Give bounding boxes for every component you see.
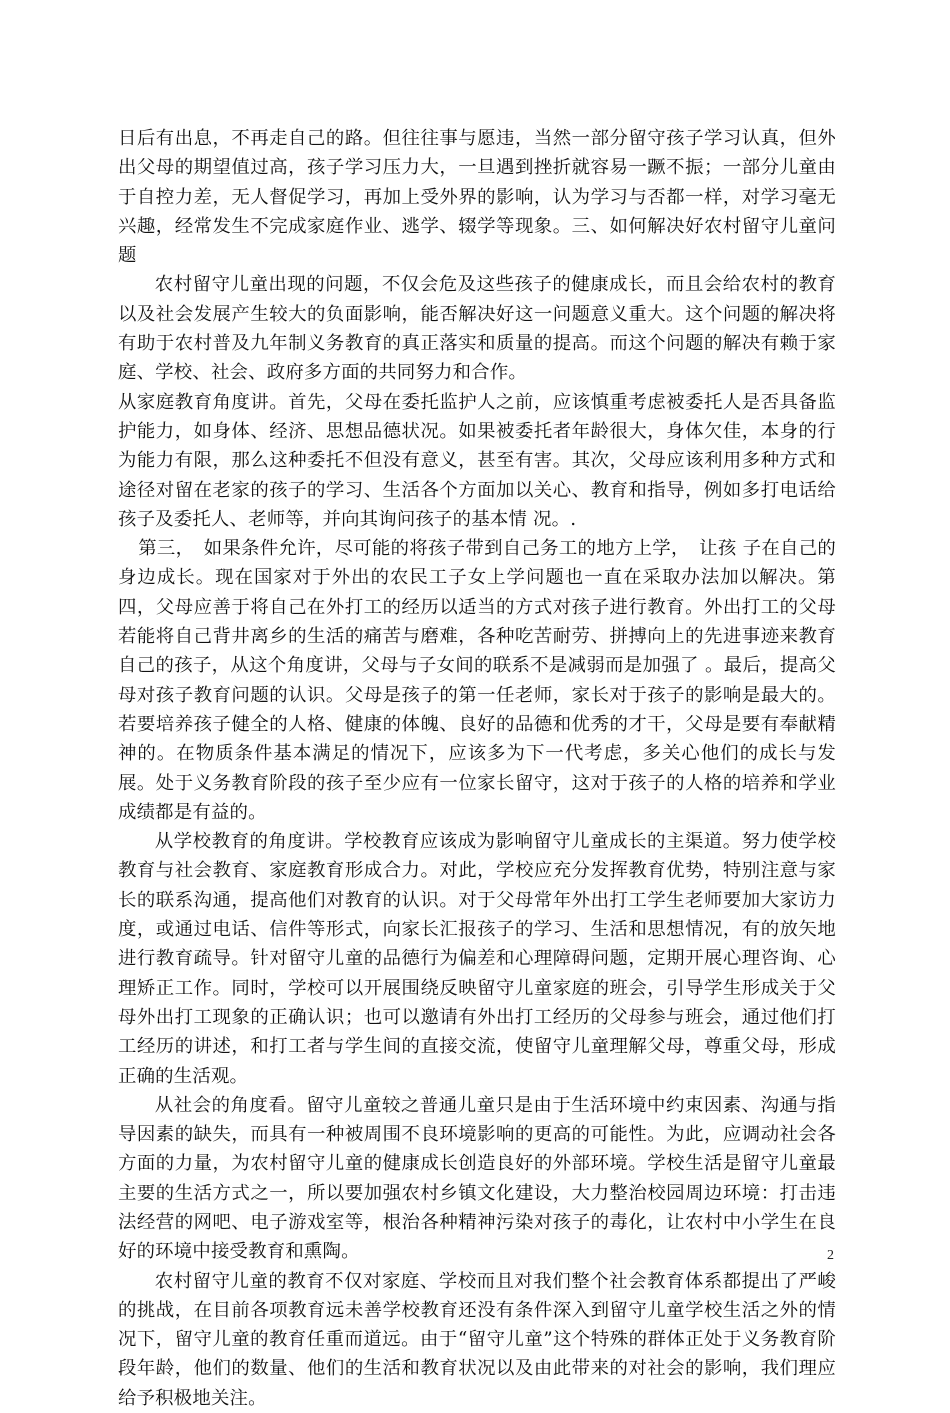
- paragraph-5: 从学校教育的角度讲。学校教育应该成为影响留守儿童成长的主渠道。努力使学校教育与社会教育、家庭教育形成合力。对此，学校应充分发挥教育优势，特别注意与家长的联系沟通，提高他们对教育的认识。对于父母常年外出打工学生老师要加大家访力度，或通过电话、信件等形式，向家长汇报孩子的学习、生活和思想情况，有的放矢地进行教育疏导。针对留守儿童的品德行为偏差和心理障碍问题，定期开展心理咨询、心理矫正工作。同时，学校可以开展围绕反映留守儿童家庭的班会，引导学生形成关于父母外出打工现象的正确认识；也可以邀请有外出打工经历的父母参与班会，通过他们打工经历的讲述，和打工者与学生间的直接交流，使留守儿童理解父母，尊重父母，形成正确的生活观。: [118, 831, 836, 1087]
- page-number: 2: [827, 1248, 834, 1263]
- paragraph-3: 从家庭教育角度讲。首先，父母在委托监护人之前，应该慎重考虑被委托人是否具备监护能力，如身体、经济、思想品德状况。如果被委托者年龄很大，身体欠佳，本身的行为能力有限，那么这种委托不但没有意义，甚至有害。其次，父母应该利用多种方式和途径对留在老家的孩子的学习、生活各个方面加以关心、教育和指导，例如多打电话给孩子及委托人、老师等，并向其询问孩子的基本情 况。.: [118, 391, 836, 530]
- document-page: [118, 124, 836, 1413]
- paragraph-4: 第三， 如果条件允许，尽可能的将孩子带到自己务工的地方上学， 让孩 子在自己的身边成长。现在国家对于外出的农民工子女上学问题也一直在采取办法加以解决。第四，父母应善于将自己在外打工的经历以适当的方式对孩子进行教育。外出打工的父母若能将自己背井离乡的生活的痛苦与磨难，各种吃苦耐劳、拼搏向上的先进事迹来教育自己的孩子，从这个角度讲，父母与子女间的联系不是减弱而是加强了 。最后，提高父母对孩子教育问题的认识。父母是孩子的第一任老师，家长对于孩子的影响是最大的。若要培养孩子健全的人格、健康的体魄、良好的品德和优秀的才干，父母是要有奉献精神的。在物质条件基本满足的情况下，应该多为下一代考虑，多关心他们的成长与发展。处于义务教育阶段的孩子至少应有一位家长留守，这对于孩子的人格的培养和学业成绩都是有益的。: [118, 538, 836, 823]
- paragraph-6: 从社会的角度看。留守儿童较之普通儿童只是由于生活环境中约束因素、沟通与指导因素的缺失，而具有一种被周围不良环境影响的更高的可能性。为此，应调动社会各方面的力量，为农村留守儿童的健康成长创造良好的外部环境。学校生活是留守儿童最主要的生活方式之一，所以要加强农村乡镇文化建设，大力整治校园周边环境：打击违法经营的网吧、电子游戏室等，根治各种精神污染对孩子的毒化，让农村中小学生在良好的环境中接受教育和熏陶。: [118, 1094, 836, 1263]
- paragraph-1: 日后有出息，不再走自己的路。但往往事与愿违，当然一部分留守孩子学习认真，但外出父母的期望值过高，孩子学习压力大，一旦遇到挫折就容易一蹶不振；一部分儿童由于自控力差，无人督促学习，再加上受外界的影响，认为学习与否都一样，对学习毫无兴趣，经常发生不完成家庭作业、逃学、辍学等现象。三、如何解决好农村留守儿童问题: [118, 128, 836, 267]
- paragraph-2: 农村留守儿童出现的问题，不仅会危及这些孩子的健康成长，而且会给农村的教育以及社会发展产生较大的负面影响，能否解决好这一问题意义重大。这个问题的解决将有助于农村普及九年制义务教育的真正落实和质量的提高。而这个问题的解决有赖于家庭、学校、社会、政府多方面的共同努力和合作。: [118, 274, 836, 384]
- paragraph-7: 农村留守儿童的教育不仅对家庭、学校而且对我们整个社会教育体系都提出了严峻的挑战，在目前各项教育远未善学校教育还没有条件深入到留守儿童学校生活之外的情况下，留守儿童的教育任重而道远。由于“留守儿童”这个特殊的群体正处于义务教育阶段年龄，他们的数量、他们的生活和教育状况以及由此带来的对社会的影响，我们理应给予积极地关注。: [118, 1270, 836, 1409]
